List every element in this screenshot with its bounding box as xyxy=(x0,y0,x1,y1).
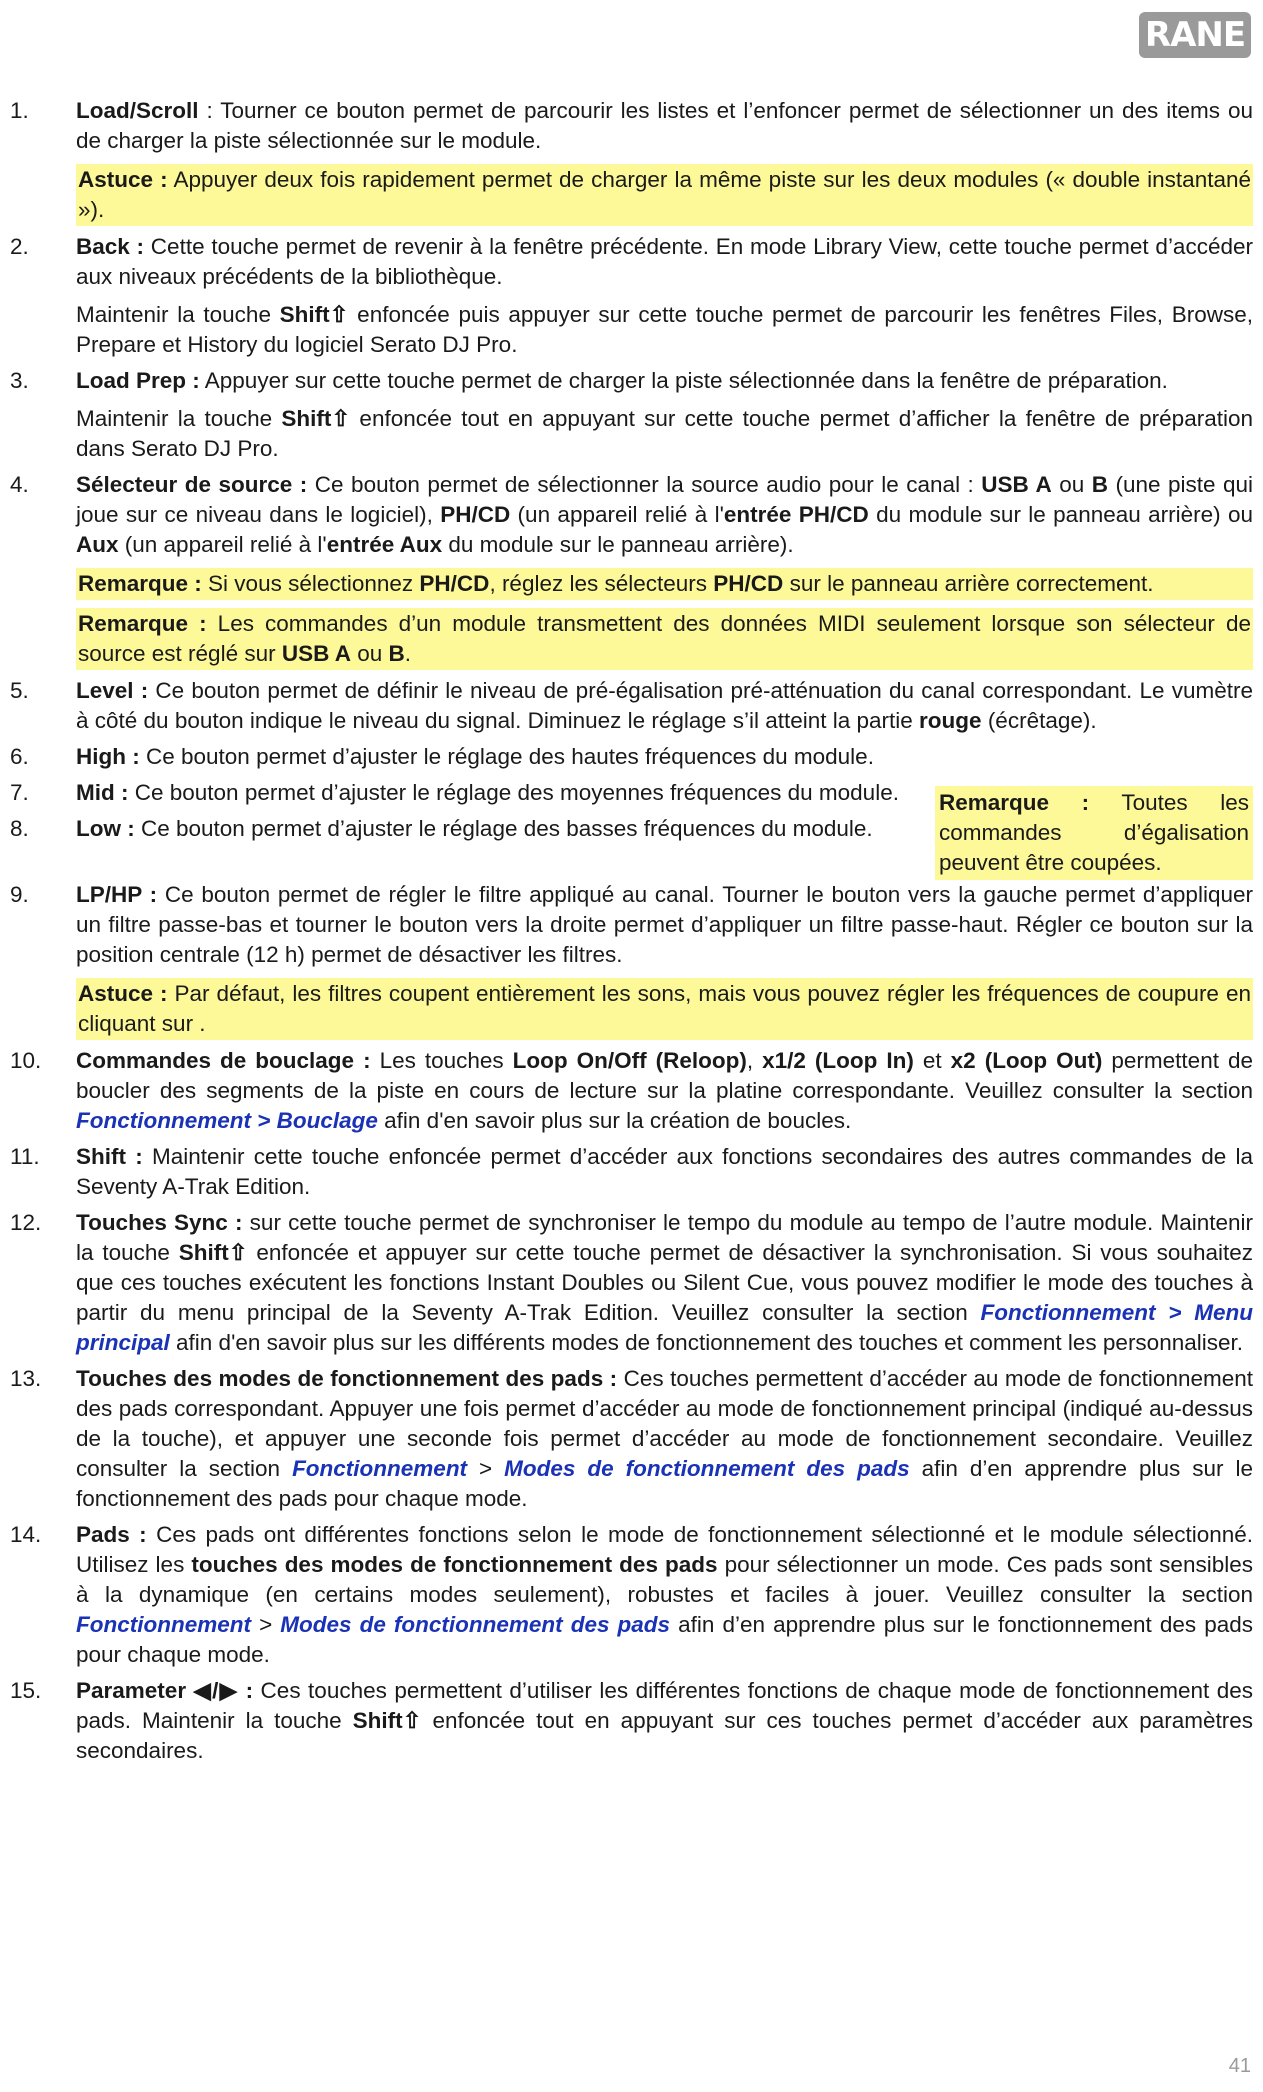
list-item-15: 15. Parameter ◀/▶ : Ces touches permettent d’utiliser les différentes fonctions de chaque mode de fonctionnement des pads. Maintenir la touche Shift⇧ enfoncée tout en appuyant sur ces touches permet d’accéder aux paramètres secondaires. xyxy=(10,1678,1254,1763)
note-box: Remarque : Si vous sélectionnez PH/CD, réglez les sélecteurs PH/CD sur le panneau arrière correctement. xyxy=(76,568,1253,600)
list-item-5: 5. Level : Ce bouton permet de définir le niveau de pré-égalisation pré-atténuation du canal correspondant. Le vumètre à côté du bouton indique le niveau du signal. Diminuez le réglage s’il atteint la partie rouge (écrêtage). xyxy=(10,678,1253,733)
list-item-11: 11. Shift : Maintenir cette touche enfoncée permet d’accéder aux fonctions secondaires des autres commandes de la Seventy A-Trak Edition. xyxy=(10,1144,1253,1199)
tip-box: Astuce : Par défaut, les filtres coupent entièrement les sons, mais vous pouvez régler les fréquences de coupure en cliquant sur . xyxy=(76,978,1253,1040)
page-number: 41 xyxy=(1228,2055,1251,2077)
list-item-3: 3. Load Prep : Appuyer sur cette touche permet de charger la piste sélectionnée dans la fenêtre de préparation. Maintenir la touche Shift⇧ enfoncée tout en appuyant sur cette touche permet d’afficher la fenêtre de préparation dans Serato DJ Pro. xyxy=(10,368,1253,461)
tip-box: Astuce : Appuyer deux fois rapidement permet de charger la même piste sur les deux modules (« double instantané »). xyxy=(76,164,1253,226)
section-link[interactable]: Fonctionnement > Bouclage xyxy=(76,1108,378,1133)
section-link[interactable]: Fonctionnement xyxy=(292,1456,468,1481)
list-item-10: 10. Commandes de bouclage : Les touches Loop On/Off (Reloop), x1/2 (Loop In) et x2 (Loop Out) permettent de boucler des segments de la piste en cours de lecture sur la platine correspondante. Veuillez consulter la section Fonctionnement > Bouclage afin d'en savoir plus sur la création de boucles. xyxy=(10,1048,1253,1133)
list-item-7: 7. Mid : Ce bouton permet d’ajuster le réglage des moyennes fréquences du module. xyxy=(10,780,899,805)
list-item-2: 2. Back : Cette touche permet de revenir à la fenêtre précédente. En mode Library View, cette touche permet d’accéder aux niveaux précédents de la bibliothèque. Maintenir la touche Shift⇧ enfoncée puis appuyer sur cette touche permet de parcourir les fenêtres Files, Browse, Prepare et History du logiciel Serato DJ Pro. xyxy=(10,234,1254,357)
page-content xyxy=(10,96,1253,1772)
list-item-9: 9. LP/HP : Ce bouton permet de régler le filtre appliqué au canal. Tourner le bouton vers la gauche permet d’appliquer un filtre passe-bas et tourner le bouton vers la droite permet d’appliquer un filtre passe-haut. Régler ce bouton sur la position centrale (12 h) permet de désactiver les filtres. Astuce : Par défaut, les filtres coupent entièrement les sons, mais vous pouvez régler les fréquences de coupure en cliquant sur . xyxy=(10,880,1253,1040)
item-number: 1. xyxy=(10,98,29,123)
section-link[interactable]: Fonctionnement > Menu principal xyxy=(76,1300,1253,1355)
eq-section xyxy=(10,742,1253,880)
section-link[interactable]: Modes de fonctionnement des pads xyxy=(504,1456,910,1481)
list-item-1: 1. Load/Scroll : Tourner ce bouton permet de parcourir les listes et l’enfoncer permet de sélectionner un des items ou de charger la piste sélectionnée sur le module. Astuce : Appuyer deux fois rapidement permet de charger la même piste sur les deux modules (« double instantané »). xyxy=(10,96,1253,226)
list-item-12: 12. Touches Sync : sur cette touche permet de synchroniser le tempo du module au tempo de l’autre module. Maintenir la touche Shift⇧ enfoncée et appuyer sur cette touche permet de désactiver la synchronisation. Si vous souhaitez que ces touches exécutent les fonctions Instant Doubles ou Silent Cue, vous pouvez modifier le mode des touches à partir du menu principal de la Seventy A-Trak Edition. Veuillez consulter la section Fonctionnement > Menu principal afin d'en savoir plus sur les différents modes de fonctionnement des touches et comment les personnaliser. xyxy=(10,1210,1253,1355)
list-item-4: 4. Sélecteur de source : Ce bouton permet de sélectionner la source audio pour le canal : USB A ou B (une piste qui joue sur ce niveau dans le logiciel), PH/CD (un appareil relié à l'entrée PH/CD du module sur le panneau arrière) ou Aux (un appareil relié à l'entrée Aux du module sur le panneau arrière). Remarque : Si vous sélectionnez PH/CD, réglez les sélecteurs PH/CD sur le panneau arrière correctement. Remarque : Les commandes d’un module transmettent des données MIDI seulement lorsque son sélecteur de source est réglé sur USB A ou B. xyxy=(10,470,1253,670)
section-link[interactable]: Modes de fonctionnement des pads xyxy=(280,1612,671,1637)
list-item-8: 8. Low : Ce bouton permet d’ajuster le réglage des basses fréquences du module. xyxy=(10,816,873,841)
note-box: Remarque : Les commandes d’un module transmettent des données MIDI seulement lorsque son sélecteur de source est réglé sur USB A ou B. xyxy=(76,608,1253,670)
rane-logo: RANE xyxy=(1139,12,1251,58)
eq-note-box: Remarque : Toutes les commandes d’égalisation peuvent être coupées. xyxy=(935,786,1253,880)
list-item-6: 6. High : Ce bouton permet d’ajuster le réglage des hautes fréquences du module. xyxy=(10,744,874,769)
section-link[interactable]: Fonctionnement xyxy=(76,1612,251,1637)
list-item-13: 13. Touches des modes de fonctionnement des pads : Ces touches permettent d’accéder au mode de fonctionnement des pads correspondant. Appuyer une fois permet d’accéder au mode de fonctionnement principal (indiqué au-dessus de la touche), et appuyer une seconde fois permet d’accéder au mode de fonctionnement secondaire. Veuillez consulter la section Fonctionnement > Modes de fonctionnement des pads afin d’en apprendre plus sur le fonctionnement des pads pour chaque mode. xyxy=(10,1366,1254,1511)
list-item-14: 14. Pads : Ces pads ont différentes fonctions selon le mode de fonctionnement sélectionné et le module sélectionné. Utilisez les touches des modes de fonctionnement des pads pour sélectionner un mode. Ces pads sont sensibles à la dynamique (en certains modes seulement), robustes et faciles à jouer. Veuillez consulter la section Fonctionnement > Modes de fonctionnement des pads afin d’en apprendre plus sur le fonctionnement des pads pour chaque mode. xyxy=(10,1522,1253,1667)
